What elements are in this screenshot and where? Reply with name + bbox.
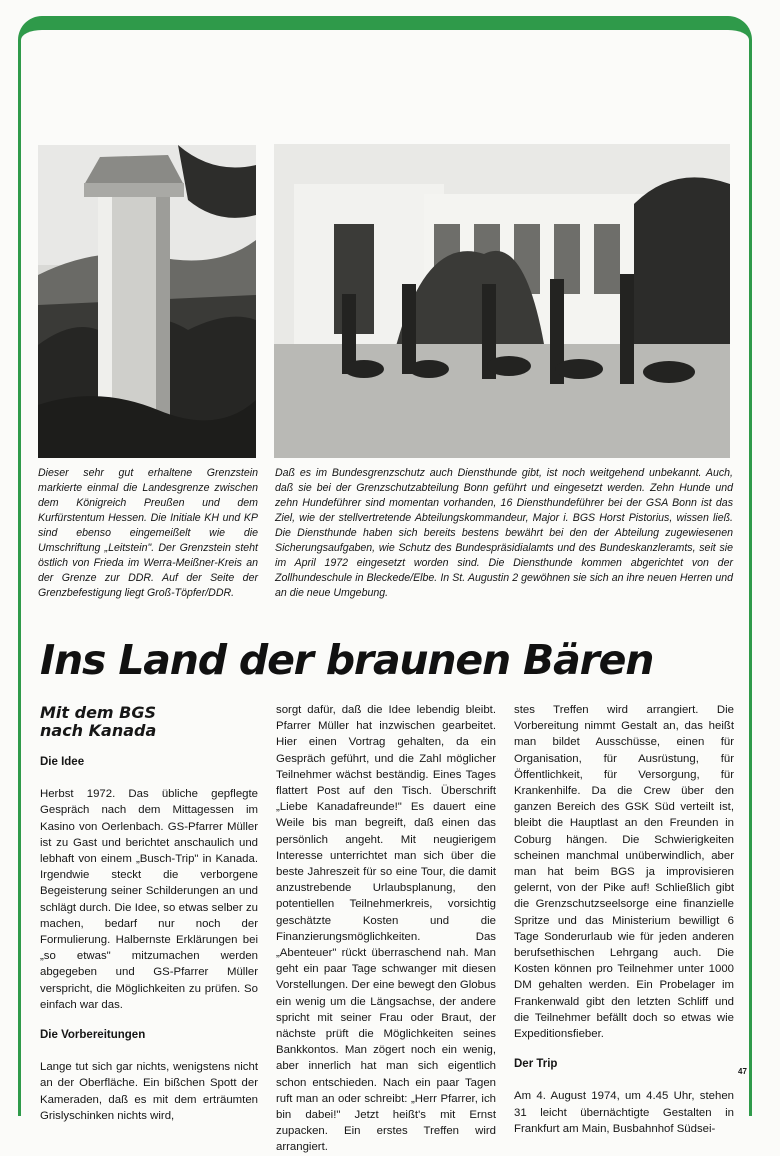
dog-handlers-photo bbox=[274, 144, 730, 458]
paragraph-column-2: sorgt dafür, daß die Idee lebendig bleibt. Pfarrer Müller hat inzwischen gearbeitet. Hier einen Vortrag gehalten, da ein Gespräch geführt, und die Zahl möglicher Teilnehmer wächst beständig. Eines Tages flattert Post auf den Tisch. Überschrift „Liebe Kanadafreunde!" Es dauert eine Weile bis man begreift, daß einen das persönlich angeht. Mit neugierigem Interesse unterrichtet man sich über die beste Jahreszeit für so eine Tour, die damit anzustrebende Urlaubsplanung, den potentiellen Teilnehmerkreis, vorsichtig geschätzte Kosten und die Finanzierungsmöglichkeiten. Das „Abenteuer" rückt überraschend nah. Man geht ein paar Tage schwanger mit diesen Vorstellungen. Der eine bewegt den Globus ein wenig um die Längsachse, der andere spricht mit seiner Frau oder Braut, der nächste prüft die Möglichkeiten seines Bankkontos. Man zögert noch ein wenig, aber innerlich hat man sich eigentlich schon entschieden. Nach ein paar Tagen ruft man an oder schreibt: „Herr Pfarrer, ich bin dabei!" Jetzt heißt's mit Ernst zupacken. Ein erstes Treffen wird arrangiert. bbox=[276, 704, 496, 1154]
article-column-3 bbox=[514, 702, 734, 1135]
article-column-2 bbox=[276, 702, 496, 1154]
article-headline: Ins Land der braunen Bären bbox=[40, 636, 654, 684]
section-heading-vorbereitungen: Die Vorbereitungen bbox=[40, 1029, 146, 1042]
subtitle-line-2: nach Kanada bbox=[40, 721, 157, 740]
section-heading-idee: Die Idee bbox=[40, 756, 85, 768]
section-heading-trip: Der Trip bbox=[514, 1058, 558, 1071]
page-number: 47 bbox=[738, 1067, 747, 1076]
paragraph-vorbereitungen: Lange tut sich gar nichts, wenigstens nicht an der Oberfläche. Ein bißchen Spott der Kameraden, daß es mit dem erträumten Grislyschinken nichts wird, bbox=[40, 1061, 258, 1122]
paragraph-trip: Am 4. August 1974, um 4.45 Uhr, stehen 31 leicht übernächtigte Gestalten in Frankfurt am Main, Busbahnhof Südsei- bbox=[514, 1090, 734, 1135]
paragraph-idee: Herbst 1972. Das übliche gepflegte Gespräch nach dem Mittagessen im Kasino von Oerlenbach. GS-Pfarrer Müller ist zu Gast und berichtet anschaulich und lebhaft von einem „Busch-Trip" in Kanada. Irgendwie steckt die verborgene Begeisterung seiner Schilderungen an und schlägt durch. Die Idee, so etwas selber zu machen, bedarf nur noch der Formulierung. Halbernste Erklärungen bei „so etwas" mitzumachen werden abgegeben und GS-Pfarrer Müller verspricht, die Möglichkeiten zu prüfen. So einfach war das. bbox=[40, 788, 258, 1011]
article-column-1 bbox=[40, 702, 258, 1122]
caption-service-dogs: Daß es im Bundesgrenzschutz auch Diensthunde gibt, ist noch weitgehend unbekannt. Auch, daß sie bei der Grenzschutzabteilung Bonn geführt und eingesetzt werden. Zehn Hunde und zehn Hundeführer sind momentan vorhanden, 16 Diensthundeführer bei der GSA Bonn ist das Ziel, wie der stellvertretende Abteilungskommandeur, Major i. BGS Horst Pistorius, wissen ließ. Die Diensthunde haben sich bereits bestens bewährt bei den der Abteilung zugewiesenen Sicherungsaufgaben, wie Schutz des Bundespräsidialamts und des Bundeskanzleramts, seit sie im April 1972 eingesetzt worden sind. Die Diensthunde kommen abgerichtet von der Zollhundeschule in Bleckede/Elbe. In St. Augustin 2 gewöhnen sie sich an ihre neuen Herren und an die neue Umgebung. bbox=[275, 467, 733, 599]
article-subtitle bbox=[40, 704, 258, 740]
boundary-stone-photo bbox=[38, 145, 256, 458]
caption-boundary-stone: Dieser sehr gut erhaltene Grenzstein markierte einmal die Landesgrenze zwischen dem Königreich Preußen und dem Kurfürstentum Hessen. Die Initiale KH und KP sind ebenso eingemeißelt wie die Umschriftung „Leitstein". Der Grenzstein steht östlich von Frieda im Werra-Meißner-Kreis an der Grenze zur DDR. Auf der Seite der Grenzbefestigung liegt Groß-Töpfer/DDR. bbox=[38, 467, 258, 599]
subtitle-line-1: Mit dem BGS bbox=[40, 703, 157, 722]
paragraph-column-3: stes Treffen wird arrangiert. Die Vorbereitung nimmt Gestalt an, das heißt man bildet Ausschüsse, einen für Organisation, für Ausrüstung, für Öffentlichkeit, für Versorgung, für Krankenhilfe. Da die Crew über den ganzen Bereich des GSK Süd verteilt ist, bleibt die Hauptlast an den Freunden in Coburg hängen. Die Schwierigkeiten scheinen manchmal unüberwindlich, aber man hat beim BGS ja improvisieren gelernt, von der Pike auf! Schließlich gibt die Grenzschutzseelsorge eine finanzielle Spritze und das Ministerium bewilligt 6 Tage Sonderurlaub wie für jeden anderen berufsethischen Lehrgang auch. Die Kosten können pro Teilnehmer unter 1000 DM gehalten werden. Ein Probelager im Frankenwald gibt den letzten Schliff und die Teilnehmer befällt doch so etwas wie Expeditionsfieber. bbox=[514, 704, 734, 1041]
